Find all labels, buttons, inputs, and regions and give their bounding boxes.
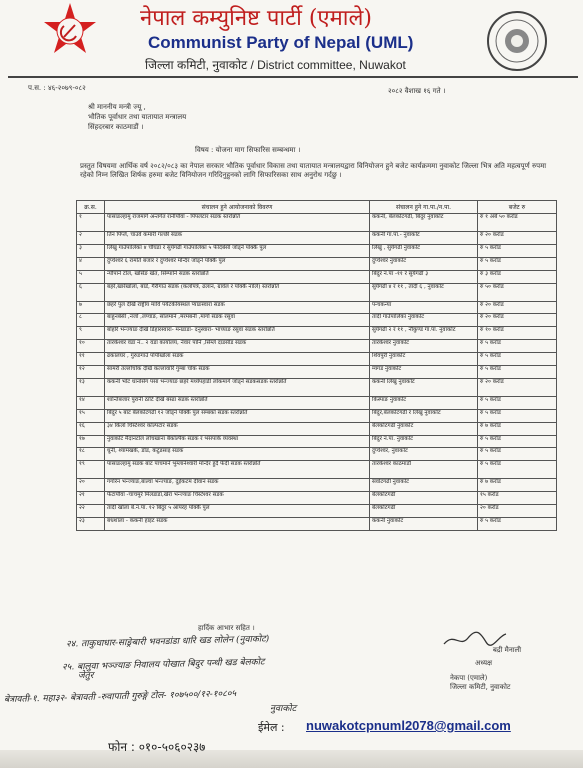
header-serial: क्र.स.: [77, 201, 105, 214]
email-link[interactable]: nuwakotcpnuml2078@gmail.com: [306, 718, 511, 733]
table-row: [77, 422, 557, 435]
committee-seal-logo: [486, 10, 548, 72]
cell-description: बहरे,खारेखोला, बाडे, गैरीगाउ सडक (कलोपत्रे, ढलान, ग्रावेल र पक्कि नालि) स्तरोन्नति: [105, 283, 370, 301]
cell-description: तारकेश्वर वडा न.. २ वडा कार्यालय, नेवार पानि ,सिम्ले दाडसीड सडक: [105, 340, 370, 353]
cell-serial: १०: [77, 340, 105, 353]
signer-org: नेकपा (एमाले): [450, 674, 488, 682]
cell-description: तिन पिप्ले, चाउवे कमारी गल्छी सडक: [105, 232, 370, 245]
cell-description: फेटापौवा -चाचमुरे मिलडाडा,खेरा भन्ज्याङ चिस्टेश्वर सडक: [105, 492, 370, 505]
cell-municipality: बिदुर न.पा. नुवाकोट: [370, 435, 478, 448]
cell-budget: रु १ अर्ब ५० करोड: [478, 214, 557, 232]
reference-number: प.स. : ४६-२०७९-०८२: [28, 84, 86, 92]
table-row: [77, 232, 557, 245]
cell-description: पासाङल्हामु सडक बाट पाचमाने भुम्लानेश्वारी मन्दिर हुदै फेदी सडक स्तरोन्नति: [105, 461, 370, 479]
cell-municipality: किस्पाङ नुवाकोट: [370, 396, 478, 409]
signer-title: अध्यक्ष: [475, 659, 493, 667]
table-row: [77, 448, 557, 461]
phone-number: फोन : ०१०-५०६०२३७: [108, 740, 206, 754]
cell-description: बधशाला - ककनी हाइट सडक: [105, 518, 370, 531]
table-row: [77, 518, 557, 531]
cell-budget: रु २० करोड: [478, 232, 557, 245]
cell-municipality: तारकेश्वर काठमाडौं: [370, 461, 478, 479]
cell-budget: रु २० करोड: [478, 314, 557, 327]
cell-serial: २१: [77, 492, 105, 505]
cell-budget: रु ५ करोड: [478, 244, 557, 257]
table-row: [77, 435, 557, 448]
cell-serial: ४: [77, 257, 105, 270]
cell-municipality: तादी गाउँपालिका नुवाकोट: [370, 314, 478, 327]
cell-description: लिखु गाउँपालिका ४ चौघडा र सुर्यगढी गाउँपालिका ५ फेदिबेसी जोड्ने पक्कि पुल: [105, 244, 370, 257]
signer-block: [447, 659, 492, 668]
letter-date: २०८२ वैशाख १६ गते ।: [388, 87, 446, 95]
cell-municipality: ककनी गा.पा.- नुवाकोट: [370, 232, 478, 245]
cell-budget: रु ५ करोड: [478, 435, 557, 448]
header-description: संचालन हुने आयोजनाको विवरण: [105, 201, 370, 214]
cell-municipality: तारकेश्वर नुवाकोट: [370, 340, 478, 353]
letter-subject: विषय : योजना माग सिफारिस सम्बन्धमा ।: [195, 146, 301, 154]
cell-municipality: दुप्चेश्वर नुवाकोट: [370, 257, 478, 270]
cell-municipality: बेलकोटगढी: [370, 492, 478, 505]
recipient-address: [88, 103, 186, 133]
handwritten-line: २५. बालुवा भञ्ज्याङ निवालय पोखात बिदुर पन्थी खड बेलकोट: [61, 657, 265, 673]
header-budget: बजेट रु: [478, 201, 557, 214]
table-row: [77, 270, 557, 283]
cell-budget: रु २० करोड: [478, 301, 557, 314]
cell-municipality: बिदुर,बेलकोटगढी र लिखु नुवाकोट: [370, 409, 478, 422]
cell-description: पासाङल्हामु राजमार्ग अन्तर्गत रानीपौवा - पिपलटार सडक स्तरोन्नति: [105, 214, 370, 232]
cell-serial: १२: [77, 366, 105, 379]
cell-budget: रु ५० करोड: [478, 283, 557, 301]
cell-serial: १९: [77, 461, 105, 479]
cell-budget: रु ५ करोड: [478, 366, 557, 379]
email-label: ईमेल :: [258, 721, 285, 734]
table-row: [77, 283, 557, 301]
cell-municipality: सुर्यगढी ४ र ११ , तादी ६ , नुवाकोट: [370, 283, 478, 301]
cell-description: तादी खोला बे.न.पा. १२ बिदुर ५ आपरह पक्कि पुल: [105, 505, 370, 518]
cell-budget: रु ५ करोड: [478, 353, 557, 366]
footer-band: [0, 750, 583, 768]
cell-budget: रु ५ करोड: [478, 518, 557, 531]
cell-budget: रु १० करोड: [478, 327, 557, 340]
cell-serial: १७: [77, 435, 105, 448]
cell-budget: २० करोड: [478, 505, 557, 518]
address-line: सिंहदरबार काठमाडौं ।: [88, 123, 144, 131]
cell-budget: रु २० करोड: [478, 378, 557, 396]
party-name-english: Communist Party of Nepal (UML): [148, 33, 414, 52]
table-row: [77, 214, 557, 232]
cell-serial: ५: [77, 270, 105, 283]
table-row: [77, 396, 557, 409]
cell-budget: रु ५ करोड: [478, 340, 557, 353]
address-line: भौतिक पूर्वाधार तथा यातायात मन्त्रालय: [88, 113, 187, 121]
cell-serial: २२: [77, 505, 105, 518]
cell-description: दुप्चेश्वर ६ रामति बजार र दुप्चेश्वर मन्दिर जोड्ने पक्कि पुल: [105, 257, 370, 270]
cell-municipality: ककनी, बेलकोटगढी, बिदुर नुवाकोट: [370, 214, 478, 232]
handwritten-line: २४. ताकुधाधार-साङ्रेबारी भवनडांडा धारि खड लाेलेन (नुवाकोट): [65, 634, 270, 650]
table-row: [77, 301, 557, 314]
signer-committee: जिल्ला कमिटी, नुवाकोट: [450, 683, 511, 691]
cell-municipality: दुप्चेश्वर, नुवाकोट: [370, 448, 478, 461]
cell-budget: रु ३ करोड: [478, 270, 557, 283]
cell-serial: १३: [77, 378, 105, 396]
cell-serial: २: [77, 232, 105, 245]
cell-serial: २०: [77, 479, 105, 492]
cell-description: न्यौपाने टोल, खोर्सङ खेत, सिम्पानि सडक स्तरोन्नति: [105, 270, 370, 283]
cell-description: धुनी, श्यामखर्क, डोड, कटुडसाइ सडक: [105, 448, 370, 461]
cell-municipality: सर्वोटगढी नुवाकोट: [370, 479, 478, 492]
handwritten-line: नुवाकोट: [270, 704, 297, 714]
cell-serial: १५: [77, 409, 105, 422]
cell-serial: २३: [77, 518, 105, 531]
cell-description: ढकालघर , गुरुङगाउँ पोपीखोला सडक: [105, 353, 370, 366]
cell-municipality: बेलकोटगढी नुवाकोट: [370, 422, 478, 435]
table-row: [77, 353, 557, 366]
table-row: [77, 366, 557, 379]
cell-serial: ६: [77, 283, 105, 301]
table-row: [77, 327, 557, 340]
cell-serial: १: [77, 214, 105, 232]
cell-description: शान्तिबजार पुरानी ठाटि देखि बस्डा सडक स्तरोन्नति: [105, 396, 370, 409]
cell-serial: १६: [77, 422, 105, 435]
cell-municipality: ककनी नुवाकोट: [370, 518, 478, 531]
cell-description: ३४ किलो चिस्टेश्वर कोल्पटार सडक: [105, 422, 370, 435]
cell-municipality: बिदुर न.पा -११ र सुर्यगढी ३: [370, 270, 478, 283]
cell-description: गंगरिन भन्ज्याङ,बाल्वा भन्ज्याङ, दुईकटम दीवान सडक: [105, 479, 370, 492]
header-divider: [8, 76, 578, 78]
cell-municipality: पन्चकन्या: [370, 301, 478, 314]
cell-budget: रु ५ करोड: [478, 396, 557, 409]
cell-municipality: म्यगड नुवाकोट: [370, 366, 478, 379]
cell-description: नुवाकोट मैदानटोल लोचखाना बैकल्पिक सडक र भसपार्क व्यवस्था: [105, 435, 370, 448]
cell-description: छहरे पुल देखि राष्ट्रीय मावि पर्यटकीयस्थल प्याङस्वारा सडक: [105, 301, 370, 314]
cell-serial: ८: [77, 314, 105, 327]
party-emblem-logo: [34, 2, 106, 60]
cell-municipality: ककनी लिखु नुवाकोट: [370, 378, 478, 396]
closing-regards: हार्दिक आभार सहित ।: [198, 624, 255, 632]
letter-body: प्रस्तुत विषयमा आर्थिक वर्ष २०८२/०८३ का नेपाल सरकार भौतिक पूर्वाधार विकास तथा यातायात मन्त्रालयद्वारा विनियोजन हुने बजेट कार्यक्रममा नुवाकोट जिल्ला भित्र अति महत्वपूर्ण रुपमा रहेको निम्न लिखित शिर्षक हरुमा बजेट विनियोजन गरिदिनुहुनको लागि सिफारिसका साथ अनुरोध गर्दछु ।: [80, 162, 547, 179]
cell-serial: ७: [77, 301, 105, 314]
cell-description: बाहुनबेसी ,नर्जा ,लप्चाङ, सोलमाने ,मरमबनी ,मार्गा सडक रसुवा: [105, 314, 370, 327]
cell-serial: १४: [77, 396, 105, 409]
signer-name: बद्री मैनाली: [492, 646, 522, 654]
handwritten-line: जेतुर: [78, 671, 94, 681]
cell-description: बिदुर ५ बाट बेलकोटगढी १२ जोड्ने पक्कि पुल सम्बको सडक स्तरोन्नति: [105, 409, 370, 422]
cell-serial: ९: [77, 327, 105, 340]
cell-budget: १५ करोड: [478, 492, 557, 505]
cell-municipality: लिखु , सुर्यगढी नुवाकोट: [370, 244, 478, 257]
signer-org-block: [450, 674, 510, 692]
handwritten-line: बेत्रावती-१. महा३२- बेत्रावती -रुवापाती गुरुङ्गे टोल- १०७५००/१२-१०८०५: [3, 688, 237, 706]
cell-description: ककनी भोट धानसिंग पसा भन्ज्याङ छहरे मध्येपहाडी लोकमार्ग जोड्ने सडकसडक स्तरोन्नति: [105, 378, 370, 396]
party-name-nepali: नेपाल कम्युनिष्ट पार्टी (एमाले): [140, 6, 372, 31]
table-row: [77, 378, 557, 396]
cell-description: बोहोरे भन्ज्याङ देखि डिहारस्वारा- मनडाडा- दनुस्वारा- भाच्याङ रसुवा सडक स्तरोन्नति: [105, 327, 370, 340]
table-row: [77, 492, 557, 505]
cell-budget: रु ५ करोड: [478, 448, 557, 461]
table-row: [77, 479, 557, 492]
cell-description: सामरी तल्लोचोक देखि कल्लावारि गुम्बा चोक सडक: [105, 366, 370, 379]
table-row: [77, 340, 557, 353]
address-line: श्री माननीय मन्त्री ज्यू ,: [88, 103, 146, 111]
cell-serial: १८: [77, 448, 105, 461]
committee-subtitle: जिल्ला कमिटी, नुवाकोट / District committee, Nuwakot: [145, 58, 406, 72]
cell-budget: रु ७ करोड: [478, 479, 557, 492]
table-row: [77, 461, 557, 479]
project-table: [76, 200, 557, 531]
table-row: [77, 314, 557, 327]
cell-budget: रु ५ करोड: [478, 409, 557, 422]
cell-serial: ११: [77, 353, 105, 366]
cell-budget: रु ७ करोड: [478, 422, 557, 435]
table-row: [77, 505, 557, 518]
cell-municipality: बेलकोटगढी: [370, 505, 478, 518]
cell-municipality: शिवपुरी नुवाकोट: [370, 353, 478, 366]
cell-municipality: सुर्यगढी २ र ११ , नौकुण्ड गा.पा. नुवाकोट: [370, 327, 478, 340]
cell-serial: ३: [77, 244, 105, 257]
table-row: [77, 409, 557, 422]
table-row: [77, 257, 557, 270]
header-municipality: संचालन हुने गा.पा./न.पा.: [370, 201, 478, 214]
cell-budget: रु ५ करोड: [478, 257, 557, 270]
table-body: [77, 214, 557, 531]
table-header-row: [77, 201, 557, 214]
table-row: [77, 244, 557, 257]
cell-budget: रु ५ करोड: [478, 461, 557, 479]
